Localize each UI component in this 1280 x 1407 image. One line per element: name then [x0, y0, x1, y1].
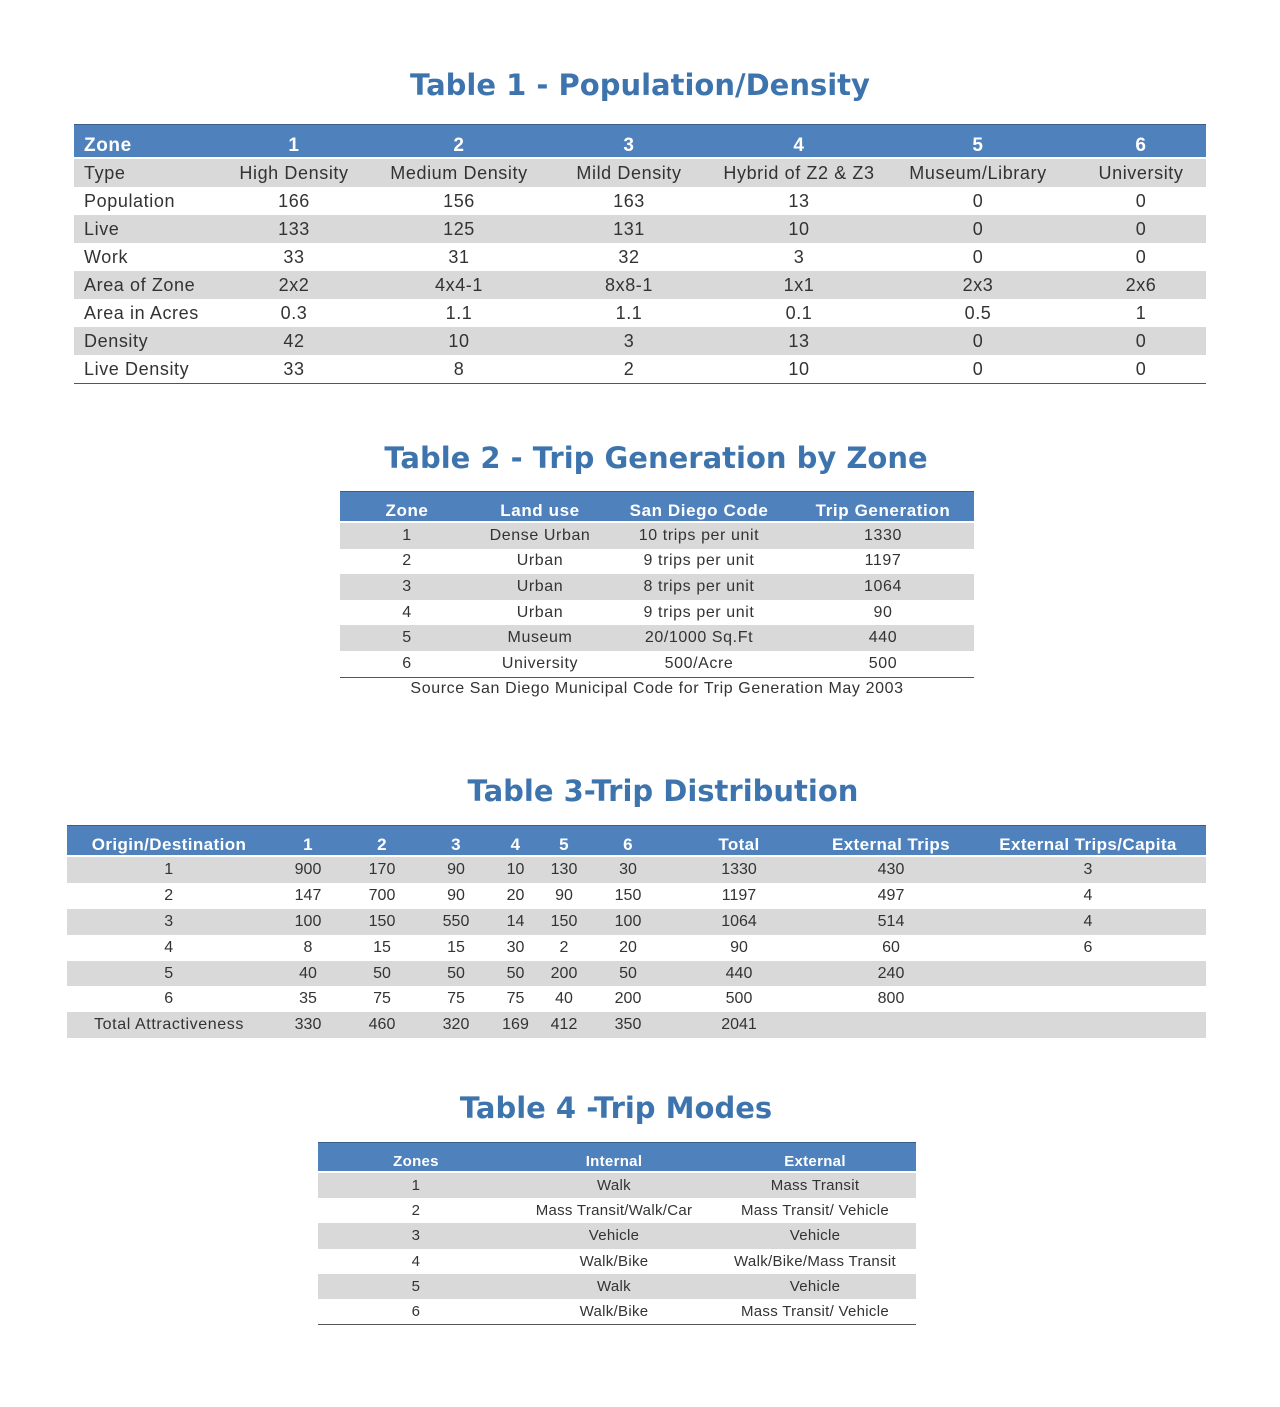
- table-cell: 0.3: [280, 302, 308, 323]
- table-cell: 1064: [721, 912, 757, 930]
- column-header: 1: [271, 826, 345, 857]
- table-row: [67, 856, 1206, 883]
- table-cell: 412: [550, 1016, 578, 1034]
- table-cell: 100: [294, 912, 322, 930]
- table-cell: 2x2: [278, 274, 310, 295]
- table-cell: 4: [1083, 886, 1093, 904]
- table-cell: 90: [447, 860, 465, 878]
- table-cell: 4: [411, 1252, 421, 1270]
- table-row: [67, 935, 1206, 961]
- table-cell: 166: [278, 190, 310, 211]
- table-cell: Vehicle: [588, 1227, 640, 1245]
- column-header: Trip Generation: [792, 492, 974, 523]
- table-cell: 800: [877, 990, 905, 1008]
- table-cell: 0: [972, 330, 984, 351]
- table-cell: 700: [368, 886, 396, 904]
- table-cell: 156: [443, 190, 475, 211]
- table-cell: Walk/Bike/Mass Transit: [734, 1252, 896, 1270]
- table-cell: 42: [283, 330, 305, 351]
- table4-title: Table 4 -Trip Modes: [459, 1091, 773, 1125]
- table-cell: 90: [730, 938, 748, 956]
- table-row: [74, 215, 1206, 243]
- column-header: 5: [880, 125, 1076, 159]
- table-cell: [970, 986, 1206, 1012]
- row-label: Density: [84, 330, 149, 351]
- table-cell: 33: [283, 358, 305, 379]
- table-cell: 500/Acre: [664, 654, 734, 672]
- table-cell: 10: [788, 218, 810, 239]
- column-header: 6: [1076, 125, 1206, 159]
- table2-source-note: Source San Diego Municipal Code for Trip Generation May 2003: [410, 680, 904, 697]
- table-cell: 2x6: [1125, 274, 1157, 295]
- row-label: 2: [164, 886, 174, 904]
- table-cell: 0: [1135, 190, 1147, 211]
- table-cell: Vehicle: [789, 1227, 841, 1245]
- table-cell: 1330: [721, 860, 757, 878]
- table-cell: 2: [411, 1202, 421, 1220]
- table1-title: Table 1 - Population/Density: [410, 68, 870, 102]
- row-label: Population: [84, 190, 176, 211]
- table-cell: 0: [972, 246, 984, 267]
- table-cell: Mass Transit/ Vehicle: [740, 1202, 890, 1220]
- row-label: Live: [84, 218, 120, 239]
- table-cell: 1.1: [615, 302, 643, 323]
- table-cell: 131: [613, 218, 645, 239]
- table-cell: 33: [283, 246, 305, 267]
- table-cell: 75: [373, 990, 391, 1008]
- row-label: Area in Acres: [84, 302, 199, 323]
- table-row: [74, 187, 1206, 215]
- table-cell: [812, 1012, 970, 1038]
- table-cell: 35: [299, 990, 317, 1008]
- table-cell: 1.1: [445, 302, 473, 323]
- table-cell: 50: [447, 964, 465, 982]
- table-row: [340, 600, 974, 626]
- table-cell: 514: [877, 912, 905, 930]
- table-cell: 75: [506, 990, 525, 1008]
- table-cell: 3: [793, 246, 805, 267]
- table-header-row: [318, 1143, 916, 1173]
- table-cell: 5: [411, 1277, 421, 1295]
- column-header: Zone: [340, 492, 474, 523]
- table-cell: [970, 1012, 1206, 1038]
- table-row: [318, 1198, 916, 1223]
- row-label: Area of Zone: [84, 274, 196, 295]
- table-cell: Mass Transit: [770, 1177, 860, 1195]
- table-cell: 0: [1135, 218, 1147, 239]
- table-cell: 30: [619, 860, 637, 878]
- table-row: [74, 271, 1206, 299]
- table-cell: 150: [550, 912, 578, 930]
- table-row: [74, 243, 1206, 271]
- column-header: 6: [590, 826, 666, 857]
- table-cell: 320: [442, 1016, 470, 1034]
- table-cell: 0: [1135, 330, 1147, 351]
- table-cell: 90: [873, 603, 893, 621]
- table-cell: Mild Density: [576, 162, 682, 183]
- table-cell: 90: [555, 886, 573, 904]
- table3-title: Table 3-Trip Distribution: [467, 774, 859, 808]
- column-header: Internal: [514, 1143, 714, 1173]
- table-cell: 147: [294, 886, 322, 904]
- table-cell: 500: [868, 654, 898, 672]
- trip-distribution-table: [67, 825, 1206, 1038]
- table-cell: 90: [447, 886, 465, 904]
- table-cell: Mass Transit/Walk/Car: [535, 1202, 693, 1220]
- table-cell: 460: [368, 1016, 396, 1034]
- table-row: [318, 1299, 916, 1325]
- table-row: [340, 522, 974, 549]
- table-row: [74, 299, 1206, 327]
- table-cell: 10 trips per unit: [638, 526, 760, 544]
- table-cell: 0: [972, 358, 984, 379]
- column-header: San Diego Code: [606, 492, 792, 523]
- table-cell: Dense Urban: [489, 526, 591, 544]
- table-cell: 169: [502, 1016, 529, 1034]
- table-row: [67, 909, 1206, 935]
- column-header: 3: [540, 125, 718, 159]
- table-cell: 1x1: [783, 274, 815, 295]
- table-cell: University: [1098, 162, 1184, 183]
- table-header-row: [74, 125, 1206, 159]
- table-cell: 15: [447, 938, 465, 956]
- table-cell: 10: [788, 358, 810, 379]
- table-cell: Vehicle: [789, 1277, 841, 1295]
- table-row: [74, 327, 1206, 355]
- table-cell: 20/1000 Sq.Ft: [644, 629, 754, 647]
- table-cell: Walk/Bike: [579, 1303, 649, 1321]
- table-cell: University: [501, 654, 579, 672]
- column-header: 2: [378, 125, 540, 159]
- row-label: 5: [164, 964, 174, 982]
- table-cell: 350: [614, 1016, 642, 1034]
- table-cell: 6: [1083, 938, 1093, 956]
- table-cell: 163: [613, 190, 645, 211]
- table-cell: 1064: [864, 577, 902, 595]
- table-cell: 50: [373, 964, 391, 982]
- column-header: 2: [345, 826, 419, 857]
- table-cell: 440: [725, 964, 753, 982]
- table-header-row: [340, 492, 974, 523]
- row-label: 3: [164, 912, 174, 930]
- row-label: 6: [164, 990, 174, 1008]
- table-cell: 130: [550, 860, 578, 878]
- table-cell: 75: [447, 990, 465, 1008]
- row-label: Live Density: [84, 358, 190, 379]
- table-cell: 13: [788, 330, 810, 351]
- table-cell: 200: [614, 990, 642, 1008]
- table-cell: 14: [506, 912, 525, 930]
- table-cell: 2: [402, 552, 412, 570]
- table-cell: 900: [294, 860, 322, 878]
- table-cell: 30: [506, 938, 525, 956]
- table-cell: 1: [1135, 302, 1147, 323]
- table-cell: Walk: [597, 1177, 631, 1195]
- row-label: Work: [84, 246, 129, 267]
- table-cell: 10: [506, 860, 525, 878]
- table-cell: 2041: [721, 1016, 757, 1034]
- table-cell: 440: [868, 629, 898, 647]
- table-cell: 1: [402, 526, 412, 544]
- table-cell: 40: [555, 990, 573, 1008]
- table-row: [340, 574, 974, 600]
- table-cell: 5: [402, 629, 412, 647]
- table-cell: 2x3: [962, 274, 994, 295]
- row-label: 4: [164, 938, 174, 956]
- table-cell: 3: [623, 330, 635, 351]
- table-cell: 0.1: [785, 302, 813, 323]
- column-header: 4: [718, 125, 880, 159]
- table-cell: 3: [411, 1227, 421, 1245]
- table-row: [67, 1012, 1206, 1038]
- row-label: 1: [164, 860, 174, 878]
- table-cell: 60: [882, 938, 900, 956]
- table-cell: 0.5: [964, 302, 992, 323]
- column-header: 3: [419, 826, 493, 857]
- table-cell: 3: [402, 577, 412, 595]
- table2-title: Table 2 - Trip Generation by Zone: [384, 441, 928, 475]
- table-cell: Urban: [516, 577, 564, 595]
- table-cell: 9 trips per unit: [643, 603, 755, 621]
- table-cell: 1197: [864, 552, 902, 570]
- table-cell: 4x4-1: [434, 274, 484, 295]
- table-cell: 0: [1135, 246, 1147, 267]
- table-row: [340, 625, 974, 651]
- table-cell: 150: [368, 912, 396, 930]
- table-header-row: [67, 826, 1206, 857]
- table-cell: 0: [972, 190, 984, 211]
- table-cell: 6: [402, 654, 412, 672]
- table-row: [318, 1274, 916, 1299]
- table-cell: Medium Density: [390, 162, 528, 183]
- trip-generation-table: [340, 491, 974, 678]
- table-row: [67, 961, 1206, 987]
- table-row: [74, 355, 1206, 384]
- table-row: [318, 1172, 916, 1198]
- table-cell: Mass Transit/ Vehicle: [740, 1303, 890, 1321]
- table-cell: 31: [448, 246, 470, 267]
- column-header: Origin/Destination: [67, 826, 271, 857]
- table-cell: Walk: [597, 1277, 631, 1295]
- table-row: [340, 651, 974, 677]
- row-label: Total Attractiveness: [94, 1016, 244, 1034]
- table-row: [318, 1249, 916, 1274]
- table-cell: 8 trips per unit: [643, 577, 755, 595]
- trip-modes-table: [318, 1142, 916, 1325]
- table-row: [318, 1223, 916, 1248]
- table-cell: 4: [402, 603, 412, 621]
- column-header: External Trips: [812, 826, 970, 857]
- table-row: [340, 549, 974, 575]
- table-row: [67, 883, 1206, 909]
- table-cell: 0: [1135, 358, 1147, 379]
- column-header: External Trips/Capita: [970, 826, 1206, 857]
- table-cell: 550: [442, 912, 470, 930]
- column-header: Zone: [74, 125, 210, 159]
- column-header: External: [714, 1143, 916, 1173]
- table-cell: 8x8-1: [604, 274, 654, 295]
- table-cell: 497: [877, 886, 905, 904]
- table-cell: 500: [725, 990, 753, 1008]
- table-cell: 40: [299, 964, 317, 982]
- table-cell: 0: [972, 218, 984, 239]
- table-cell: Urban: [516, 552, 564, 570]
- table-cell: 200: [550, 964, 578, 982]
- column-header: Total: [666, 826, 812, 857]
- table-cell: 15: [373, 938, 391, 956]
- table-cell: 430: [877, 860, 905, 878]
- table-cell: 1330: [864, 526, 902, 544]
- column-header: Land use: [474, 492, 606, 523]
- table-cell: 125: [443, 218, 475, 239]
- table-cell: 8: [453, 358, 465, 379]
- table-cell: High Density: [239, 162, 349, 183]
- table-cell: 150: [614, 886, 642, 904]
- table-cell: 133: [278, 218, 310, 239]
- column-header: Zones: [318, 1143, 514, 1173]
- table-cell: 3: [1083, 860, 1093, 878]
- table-cell: 6: [411, 1303, 421, 1321]
- table-cell: 1: [411, 1177, 421, 1195]
- table-cell: 32: [618, 246, 640, 267]
- table-cell: 1197: [721, 886, 757, 904]
- table-cell: 50: [506, 964, 525, 982]
- table-cell: 4: [1083, 912, 1093, 930]
- table-cell: [970, 961, 1206, 987]
- table-cell: 100: [614, 912, 642, 930]
- table-cell: 50: [619, 964, 637, 982]
- table-cell: 240: [877, 964, 905, 982]
- table-cell: 2: [623, 358, 635, 379]
- table-cell: Walk/Bike: [579, 1252, 649, 1270]
- table-cell: 9 trips per unit: [643, 552, 755, 570]
- column-header: 4: [493, 826, 538, 857]
- column-header: 1: [210, 125, 378, 159]
- table-cell: 20: [506, 886, 525, 904]
- table-cell: Urban: [516, 603, 564, 621]
- table-cell: Hybrid of Z2 & Z3: [723, 162, 875, 183]
- table-cell: 170: [368, 860, 396, 878]
- table-cell: 13: [788, 190, 810, 211]
- table-row: [74, 158, 1206, 187]
- table-cell: 8: [303, 938, 313, 956]
- table-cell: 10: [448, 330, 470, 351]
- table-cell: 330: [294, 1016, 322, 1034]
- row-label: Type: [84, 162, 126, 183]
- population-density-table: [74, 124, 1206, 384]
- column-header: 5: [538, 826, 590, 857]
- table-cell: Museum/Library: [909, 162, 1047, 183]
- table-cell: Museum: [507, 629, 573, 647]
- table-cell: 20: [619, 938, 637, 956]
- table-cell: 2: [559, 938, 569, 956]
- table-row: [67, 986, 1206, 1012]
